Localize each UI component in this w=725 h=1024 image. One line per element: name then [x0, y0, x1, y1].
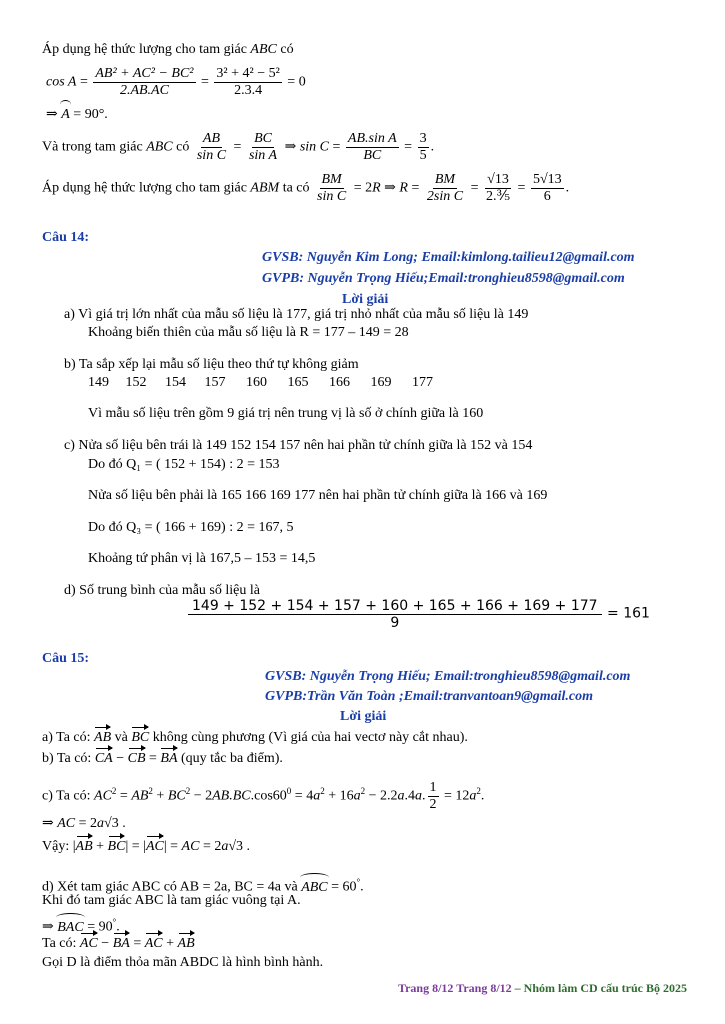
- part-d-line2: Khi đó tam giác ABC là tam giác vuông tại A.: [42, 893, 301, 908]
- part-a-text: không cùng phương (Vì giá của hai vectơ này cắt nhau).: [152, 730, 468, 745]
- part-b-text: (quy tắc ba điểm).: [181, 751, 283, 766]
- gvpb-credit: GVPB: Nguyễn Trọng Hiếu;Email:tronghieu8598@gmail.com: [262, 271, 625, 286]
- solution-heading: Lời giải: [342, 292, 389, 307]
- mean-numerator: 149 + 152 + 154 + 157 + 160 + 165 + 166 + 169 + 177: [188, 598, 602, 615]
- part-d-line1: d) Số trung bình của mẫu số liệu là: [64, 583, 260, 598]
- gvsb-credit: GVSB: Nguyễn Kim Long; Email:kimlong.tailieu12@gmail.com: [262, 250, 635, 265]
- part-c-line2: Do đó Q₁ = ( 152 + 154) : 2 = 153: [88, 457, 280, 472]
- cosine-formula: cos A = $\frac{\text{AB² + AC² − BC²}}{2.AB.AC}$ = $\frac{\text{3² + 4² − 5²}}{2.3.4}$ = 0: [46, 66, 306, 98]
- fraction-denominator: 2.3.4: [234, 83, 263, 98]
- value: 165: [287, 375, 309, 390]
- vector-identity: Ta có: AC − BA = AC + AB: [42, 936, 195, 951]
- part-c-line3: Nửa số liệu bên phải là 165 166 169 177 nên hai phần tử chính giữa là 166 và 169: [88, 488, 548, 503]
- question-15-title: Câu 15:: [42, 651, 90, 666]
- question-14-title: Câu 14:: [42, 230, 90, 245]
- footer-page: Trang 8/12: [397, 981, 454, 995]
- angle-bac: ⇒ BAC = 90°.: [42, 917, 120, 935]
- part-a-line1: a) Vì giá trị lớn nhất của mẫu số liệu là 177, giá trị nhỏ nhất của mẫu số liệu là 149: [64, 307, 529, 322]
- part-b-line3: Vì mẫu số liệu trên gồm 9 giá trị nên trung vị là số ở chính giữa là 160: [88, 406, 484, 421]
- sine-rule-line: Và trong tam giác ABC có $\frac{AB}{\text{sin C}}$ = $\frac{BC}{\text{sin A}}$ ⇒ sin C = $\frac{\text{AB.sin A}}{BC}$ = $\frac{3}{5}$ .: [42, 131, 435, 163]
- footer-page: Trang 8/12: [456, 981, 512, 995]
- part-c: c) Ta có: $AC^2 = AB^2 + BC^2 - 2AB.BC.\cos 60^0 = 4a^2 + 16a^2 - 2.2a.4a$. $\frac{1}{2}$ = $12a^2$.: [42, 780, 485, 812]
- value: 166: [329, 375, 350, 390]
- part-c-line4: Do đó Q₃ = ( 166 + 169) : 2 = 167, 5: [88, 520, 294, 535]
- value: 177: [412, 375, 433, 390]
- solution-heading: Lời giải: [340, 709, 387, 724]
- value: 160: [246, 375, 267, 390]
- mean-denominator: 9: [390, 615, 400, 631]
- angle-result: ⇒ A = 90°.: [46, 107, 108, 122]
- fraction-denominator: 2.AB.AC: [119, 83, 169, 98]
- footer-title: – Nhóm làm CD cấu trúc Bộ 2025: [514, 981, 687, 995]
- value: 169: [370, 375, 392, 390]
- ac-result: ⇒ AC = 2a√3 .: [42, 816, 126, 831]
- text-line: Áp dụng hệ thức lượng cho tam giác ABC có: [42, 42, 294, 57]
- part-b: b) Ta có: CA − CB = BA (quy tắc ba điểm).: [42, 751, 283, 766]
- part-a-line2: Khoảng biến thiên của mẫu số liệu là R = 177 – 149 = 28: [88, 325, 409, 340]
- value: 154: [165, 375, 186, 390]
- part-a: a) Ta có: AB và BC không cùng phương (Vì giá của hai vectơ này cắt nhau).: [42, 730, 468, 745]
- value: 149: [88, 375, 109, 390]
- part-d-text: d) Xét tam giác ABC có AB = 2a, BC = 4a và: [42, 879, 298, 895]
- magnitude-result: Vậy: |AB + BC| = |AC| = AC = 2a√3 .: [42, 839, 251, 854]
- part-c-line1: c) Nửa số liệu bên trái là 149 152 154 157 nên hai phần tử chính giữa là 152 và 154: [64, 438, 533, 453]
- sorted-values: [88, 374, 446, 392]
- part-c-line5: Khoảng tứ phân vị là 167,5 – 153 = 14,5: [88, 551, 316, 566]
- page-footer: [398, 981, 687, 996]
- part-d-line1: d) Xét tam giác ABC có AB = 2a, BC = 4a và ABC = 60°.: [42, 877, 364, 895]
- gvsb-credit: GVSB: Nguyễn Trọng Hiếu; Email:tronghieu8598@gmail.com: [265, 669, 631, 684]
- value: 157: [204, 375, 226, 390]
- part-b-line1: b) Ta sắp xếp lại mẫu số liệu theo thứ tự không giảm: [64, 357, 359, 372]
- mean-formula: [186, 598, 650, 631]
- fraction-numerator: AB² + AC² − BC²: [95, 66, 194, 81]
- radius-line: Áp dụng hệ thức lượng cho tam giác ABM ta có $\frac{BM}{\text{sin C}}$ = 2R ⇒ R = $\frac{BM}{\text{2sin C}}$ = $\frac{√13}{\text{2.⅗}}$ = $\frac{5√13}{6}$ .: [42, 172, 570, 204]
- part-d-line5: Gọi D là điểm thỏa mãn ABDC là hình bình hành.: [42, 955, 324, 970]
- value: 152: [125, 375, 147, 390]
- fraction-numerator: 3² + 4² − 5²: [216, 66, 280, 81]
- mean-result: = 161: [607, 605, 650, 622]
- gvpb-credit: GVPB:Trần Văn Toàn ;Email:tranvantoan9@gmail.com: [265, 689, 593, 704]
